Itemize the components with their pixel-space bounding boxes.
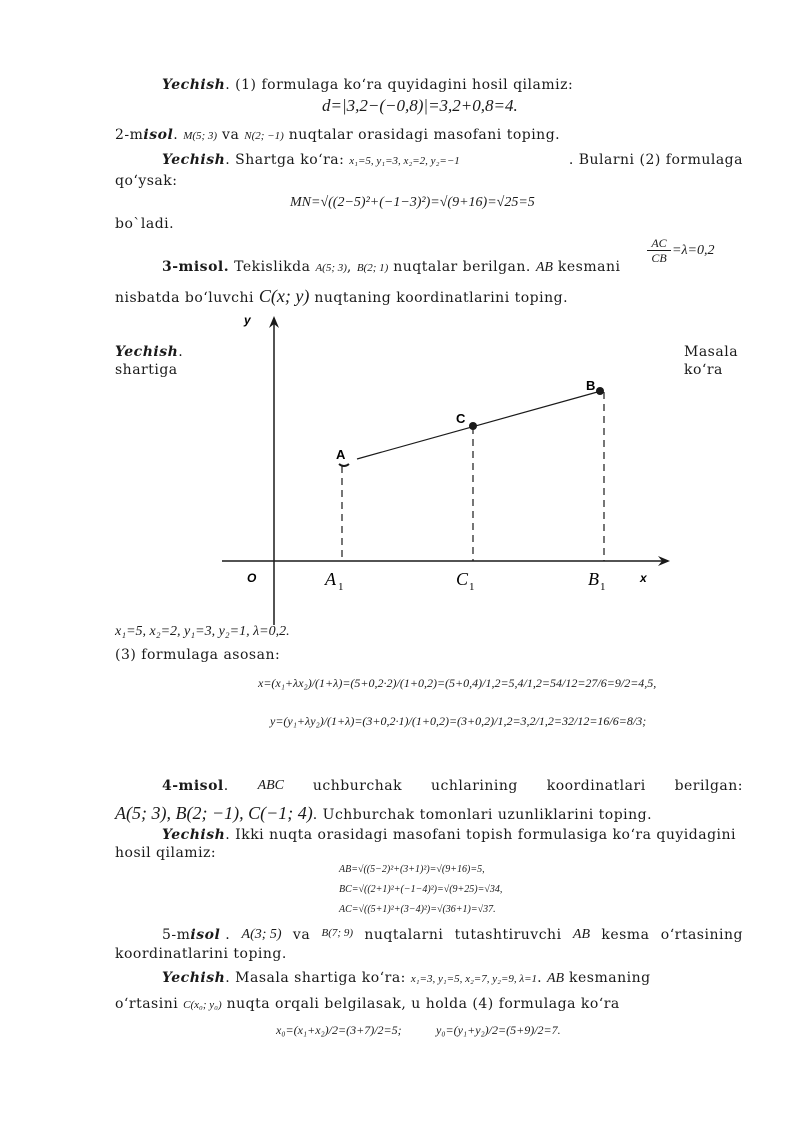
segment-ab-line bbox=[357, 391, 601, 459]
solution-heading: Yechish bbox=[162, 970, 226, 986]
solution-text: . Ikki nuqta orasidagi masofani topish formulasiga ko‘ra quyidagini bbox=[225, 827, 737, 843]
example-word: isol bbox=[143, 127, 174, 143]
solution-text: . Shartga ko‘ra: bbox=[225, 152, 345, 168]
solution-heading: Yechish bbox=[162, 827, 226, 843]
midpoint-c: C(x₀; y₀) bbox=[183, 999, 222, 1011]
triangle-abc: ABC bbox=[257, 778, 285, 793]
solution-text: nuqta orqali belgilasak, u holda (4) formulaga ko‘ra bbox=[226, 996, 620, 1012]
given-values-3: x₁=5, x₂=2, y₁=3, y₂=1, λ=0,2. bbox=[115, 624, 290, 639]
equation-x0: x₀=(x₁+x₂)/2=(3+7)/2=5; bbox=[276, 1023, 402, 1037]
origin-label: O bbox=[247, 571, 257, 585]
equation-ac: AC=√((5+1)²+(3−4)²)=√(36+1)=√37. bbox=[339, 904, 496, 915]
solution-text-end: . Bularni (2) formulaga bbox=[568, 152, 743, 168]
solution-text: o‘rtasini bbox=[115, 996, 179, 1012]
comma: , bbox=[346, 259, 352, 275]
point-c: C(x; y) bbox=[258, 286, 310, 306]
example-number: 5-m bbox=[162, 927, 191, 943]
example-heading: 3-misol. bbox=[162, 259, 230, 275]
label-a1: A bbox=[325, 569, 337, 589]
solution-dot: . bbox=[178, 344, 184, 360]
equation-distance-1d: d=|3,2−(−0,8)|=3,2+0,8=4. bbox=[322, 96, 518, 115]
solution-4-line bbox=[162, 826, 736, 844]
solution-4-cont: hosil qilamiz: bbox=[115, 845, 217, 861]
equation-y0: y₀=(y₁+y₂)/2=(5+9)/2=7. bbox=[436, 1023, 561, 1037]
fraction-numerator: AC bbox=[647, 236, 671, 251]
example-text: Tekislikda bbox=[234, 259, 311, 275]
point-a: A(5; 3) bbox=[315, 262, 347, 274]
conjunction: va bbox=[292, 927, 311, 943]
point-n: N(2; −1) bbox=[244, 130, 284, 142]
equation-y: y=(y₁+λy₂)/(1+λ)=(3+0,2·1)/(1+0,2)=(3+0,2)/1,2=3,2/1,2=32/12=16/6=8/3; bbox=[270, 714, 647, 728]
solution-dot: . bbox=[537, 970, 543, 986]
segment-ab: AB bbox=[546, 971, 565, 986]
label-c1: C bbox=[456, 569, 469, 589]
example-word: nuqtalarni bbox=[364, 927, 444, 943]
equation-mn: MN=√((2−5)²+(−1−3)²)=√(9+16)=√25=5 bbox=[290, 195, 535, 210]
lambda-value: =λ=0,2 bbox=[672, 243, 715, 258]
solution-5-line-2 bbox=[115, 995, 620, 1014]
example-dot: . bbox=[173, 127, 179, 143]
example-word: o‘rtasining bbox=[660, 927, 743, 943]
x-axis-label: x bbox=[640, 571, 648, 585]
given-values: x₁=5, y₁=3, x₂=2, y₂=−1 bbox=[349, 155, 460, 167]
solution-text: . (1) formulaga ko‘ra quyidagini hosil qilamiz: bbox=[225, 77, 574, 93]
example-text: nuqtalar orasidagi masofani toping. bbox=[288, 127, 561, 143]
point-b: B(2; 1) bbox=[356, 262, 389, 274]
segment-ab: AB bbox=[535, 260, 553, 275]
label-b1: B bbox=[588, 569, 600, 589]
solution-3-left-2: shartiga bbox=[115, 362, 178, 378]
label-c1-sub: 1 bbox=[469, 581, 475, 593]
example-4-line-2 bbox=[115, 804, 652, 824]
solution-heading: Yechish bbox=[162, 77, 226, 93]
example-text: nisbatda bo‘luvchi bbox=[115, 290, 254, 306]
example-dot: . bbox=[225, 927, 231, 943]
solution-2-end: bo`ladi. bbox=[115, 216, 175, 232]
formula-ref: (3) formulaga asosan: bbox=[115, 647, 281, 663]
label-b: B bbox=[586, 378, 596, 393]
equation-ab: AB=√((5−2)²+(3+1)²)=√(9+16)=5, bbox=[339, 864, 485, 875]
example-text: nuqtaning koordinatlarini toping. bbox=[314, 290, 569, 306]
solution-5-line bbox=[162, 969, 651, 988]
label-a: A bbox=[336, 447, 346, 462]
equation-bc: BC=√((2+1)²+(−1−4)²)=√(9+25)=√34, bbox=[339, 884, 503, 895]
example-dot: . bbox=[223, 778, 229, 794]
example-word: uchlarining bbox=[431, 778, 518, 794]
solution-text: kesmaning bbox=[569, 970, 651, 986]
example-heading: 4-misol bbox=[162, 778, 224, 794]
example-5-cont: koordinatlarini toping. bbox=[115, 946, 287, 962]
example-word: kesma bbox=[601, 927, 650, 943]
example-text: nuqtalar berilgan. bbox=[393, 259, 531, 275]
example-5-line bbox=[162, 927, 743, 943]
example-text: . Uchburchak tomonlari uzunliklarini toping. bbox=[312, 807, 653, 823]
example-4-line bbox=[162, 778, 743, 794]
point-m: M(5; 3) bbox=[183, 130, 218, 142]
label-a1-sub: 1 bbox=[338, 581, 344, 593]
y-axis-label: y bbox=[244, 313, 252, 327]
label-c: C bbox=[456, 411, 466, 426]
example-word: tutashtiruvchi bbox=[454, 927, 562, 943]
solution-heading: Yechish bbox=[115, 344, 179, 360]
example-number: 2-m bbox=[115, 127, 144, 143]
segment-ab: AB bbox=[572, 927, 590, 942]
example-word: koordinatlari bbox=[546, 778, 646, 794]
solution-2-cont: qo‘ysak: bbox=[115, 173, 178, 189]
example-word: isol bbox=[190, 927, 221, 943]
label-b1-sub: 1 bbox=[600, 581, 606, 593]
solution-3-right-2: ko‘ra bbox=[684, 362, 723, 378]
conjunction: va bbox=[222, 127, 240, 143]
example-text: kesmani bbox=[557, 259, 621, 275]
point-a-mark bbox=[339, 464, 349, 466]
given-values: x₁=3, y₁=5, x₂=7, y₂=9, λ=1 bbox=[410, 973, 538, 985]
point-b-dot bbox=[596, 387, 604, 395]
point-c-dot bbox=[469, 422, 477, 430]
example-word: uchburchak bbox=[312, 778, 403, 794]
triangle-points: A(5; 3), B(2; −1), C(−1; 4) bbox=[115, 803, 313, 823]
equation-x: x=(x₁+λx₂)/(1+λ)=(5+0,2·2)/(1+0,2)=(5+0,4)/1,2=5,4/1,2=54/12=27/6=9/2=4,5, bbox=[258, 676, 657, 690]
example-word: berilgan: bbox=[674, 778, 743, 794]
point-a: A(3; 5) bbox=[241, 927, 282, 942]
fraction-denominator: CB bbox=[651, 251, 667, 265]
solution-heading: Yechish bbox=[162, 152, 226, 168]
solution-text: . Masala shartiga ko‘ra: bbox=[225, 970, 406, 986]
point-b: B(7; 9) bbox=[321, 927, 353, 939]
solution-3-right: Masala bbox=[684, 344, 739, 360]
